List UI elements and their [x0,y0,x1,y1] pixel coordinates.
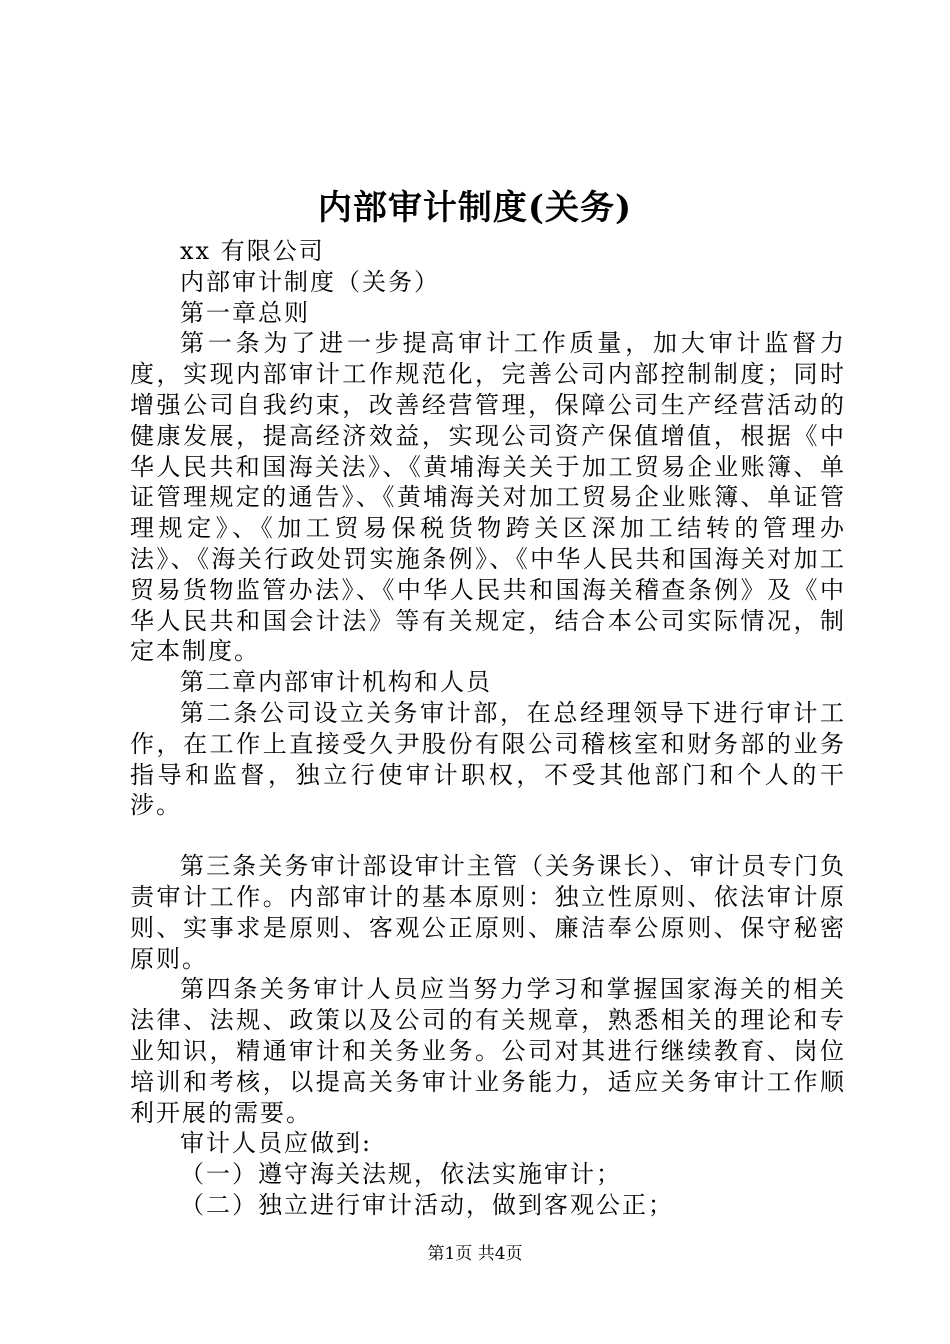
article-1-paragraph: 第一条为了进一步提高审计工作质量，加大审计监督力度，实现内部审计工作规范化，完善公司内部控制制度；同时增强公司自我约束，改善经营管理，保障公司生产经营活动的健康发展，提高经济效益，实现公司资产保值增值，根据《中华人民共和国海关法》、《黄埔海关关于加工贸易企业账簿、单证管理规定的通告》、《黄埔海关对加工贸易企业账簿、单证管理规定》、《加工贸易保税货物跨关区深加工结转的管理办法》、《海关行政处罚实施条例》、《中华人民共和国海关对加工贸易货物监管办法》、《中华人民共和国海关稽查条例》及《中华人民共和国会计法》等有关规定，结合本公司实际情况，制定本制度。 [130,329,846,666]
regulation-name: 内部审计制度（关务） [180,267,440,296]
document-title: 内部审计制度(关务) [317,188,633,228]
paragraph-gap [130,821,846,851]
document-body [130,236,846,1221]
company-name: xx 有限公司 [180,237,325,265]
requirement-item-2: （二）独立进行审计活动，做到客观公正； [180,1190,674,1219]
chapter-1-heading: 第一章总则 [180,298,310,327]
auditor-requirements-heading: 审计人员应做到: [180,1129,373,1158]
article-4-paragraph: 第四条关务审计人员应当努力学习和掌握国家海关的相关法律、法规、政策以及公司的有关规章，熟悉相关的理论和专业知识，精通审计和关务业务。公司对其进行继续教育、岗位培训和考核，以提高关务审计业务能力，适应关务审计工作顺利开展的需要。 [130,975,846,1127]
article-2-paragraph: 第二条公司设立关务审计部，在总经理领导下进行审计工作，在工作上直接受久尹股份有限公司稽核室和财务部的业务指导和监督，独立行使审计职权，不受其他部门和个人的干涉。 [130,698,846,820]
page-footer: 第1页 共4页 [427,1244,523,1264]
chapter-2-heading: 第二章内部审计机构和人员 [180,668,492,697]
requirement-item-1: （一）遵守海关法规，依法实施审计； [180,1160,622,1189]
article-3-paragraph: 第三条关务审计部设审计主管（关务课长）、审计员专门负责审计工作。内部审计的基本原则：独立性原则、依法审计原则、实事求是原则、客观公正原则、廉洁奉公原则、保守秘密原则。 [130,852,846,973]
